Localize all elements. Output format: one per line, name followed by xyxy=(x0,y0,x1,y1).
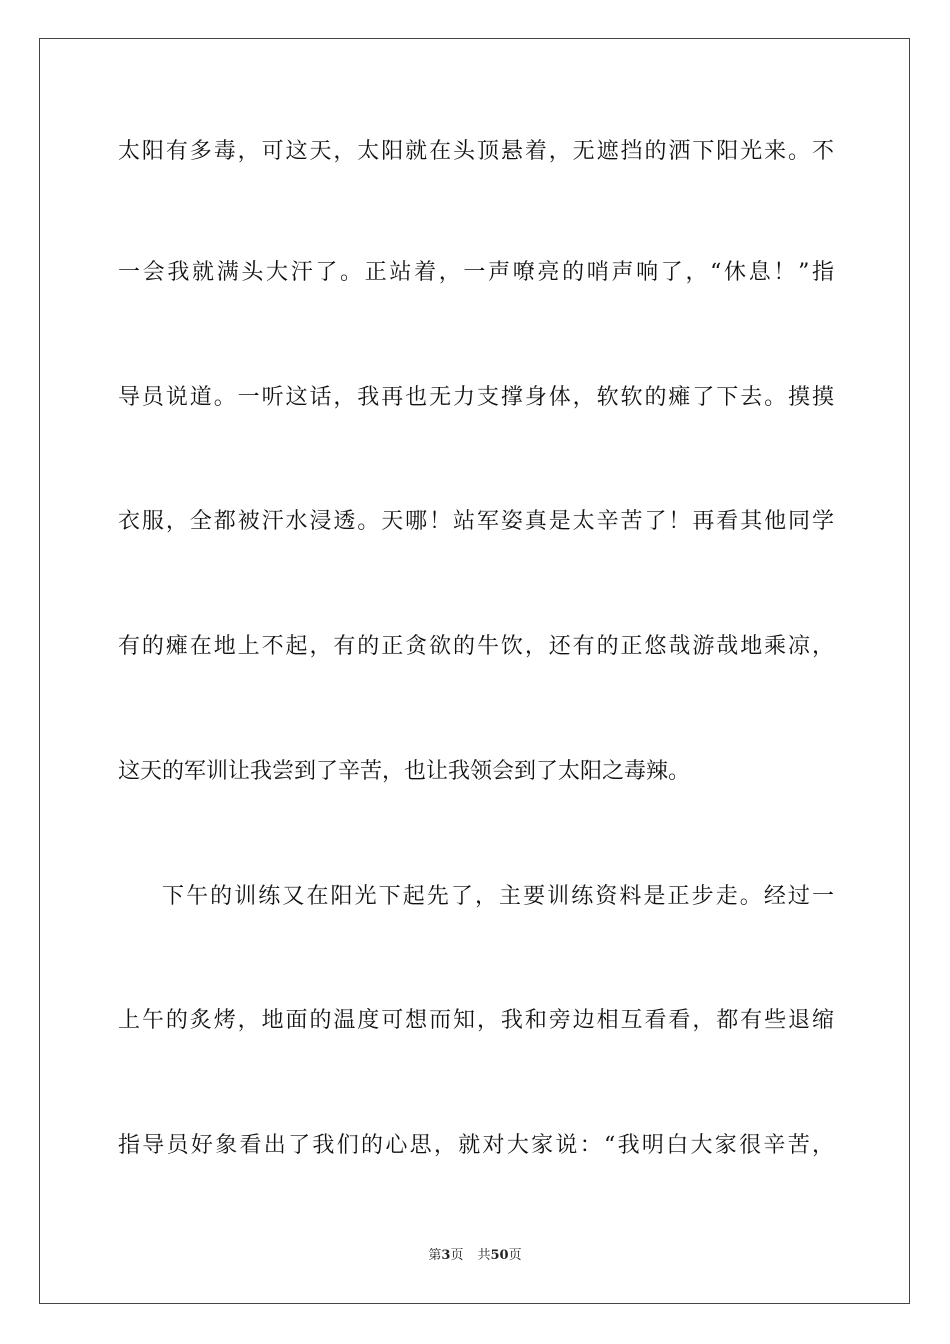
page-border xyxy=(39,38,910,1304)
page-current: 3 xyxy=(441,1248,451,1263)
paragraph-line: 太阳有多毒，可这天，太阳就在头顶悬着，无遮挡的洒下阳光来。不 xyxy=(118,139,834,164)
page-total: 50 xyxy=(490,1248,509,1263)
paragraph-line: 有的瘫在地上不起，有的正贪欲的牛饮，还有的正悠哉游哉地乘凉， xyxy=(118,634,834,659)
page-footer xyxy=(0,1247,950,1265)
paragraph-line: 这天的军训让我尝到了辛苦，也让我领会到了太阳之毒辣。 xyxy=(118,759,691,784)
paragraph-line: 上午的炙烤，地面的温度可想而知，我和旁边相互看看，都有些退缩 xyxy=(118,1008,834,1033)
paragraph-line: 导员说道。一听这话，我再也无力支撑身体，软软的瘫了下去。摸摸 xyxy=(118,385,834,410)
paragraph-line: 指导员好象看出了我们的心思，就对大家说：“我明白大家很辛苦， xyxy=(118,1133,834,1158)
paragraph-line: 衣服，全都被汗水浸透。天哪！站军姿真是太辛苦了！再看其他同学 xyxy=(118,509,834,534)
total-prefix: 共 xyxy=(477,1248,491,1263)
page-unit: 页 xyxy=(450,1248,464,1263)
total-unit: 页 xyxy=(508,1248,522,1263)
page-prefix: 第 xyxy=(428,1248,442,1263)
paragraph-first-line: 下午的训练又在阳光下起先了，主要训练资料是正步走。经过一 xyxy=(162,884,834,909)
paragraph-line: 一会我就满头大汗了。正站着，一声嘹亮的哨声响了，“休息！”指 xyxy=(118,260,834,285)
